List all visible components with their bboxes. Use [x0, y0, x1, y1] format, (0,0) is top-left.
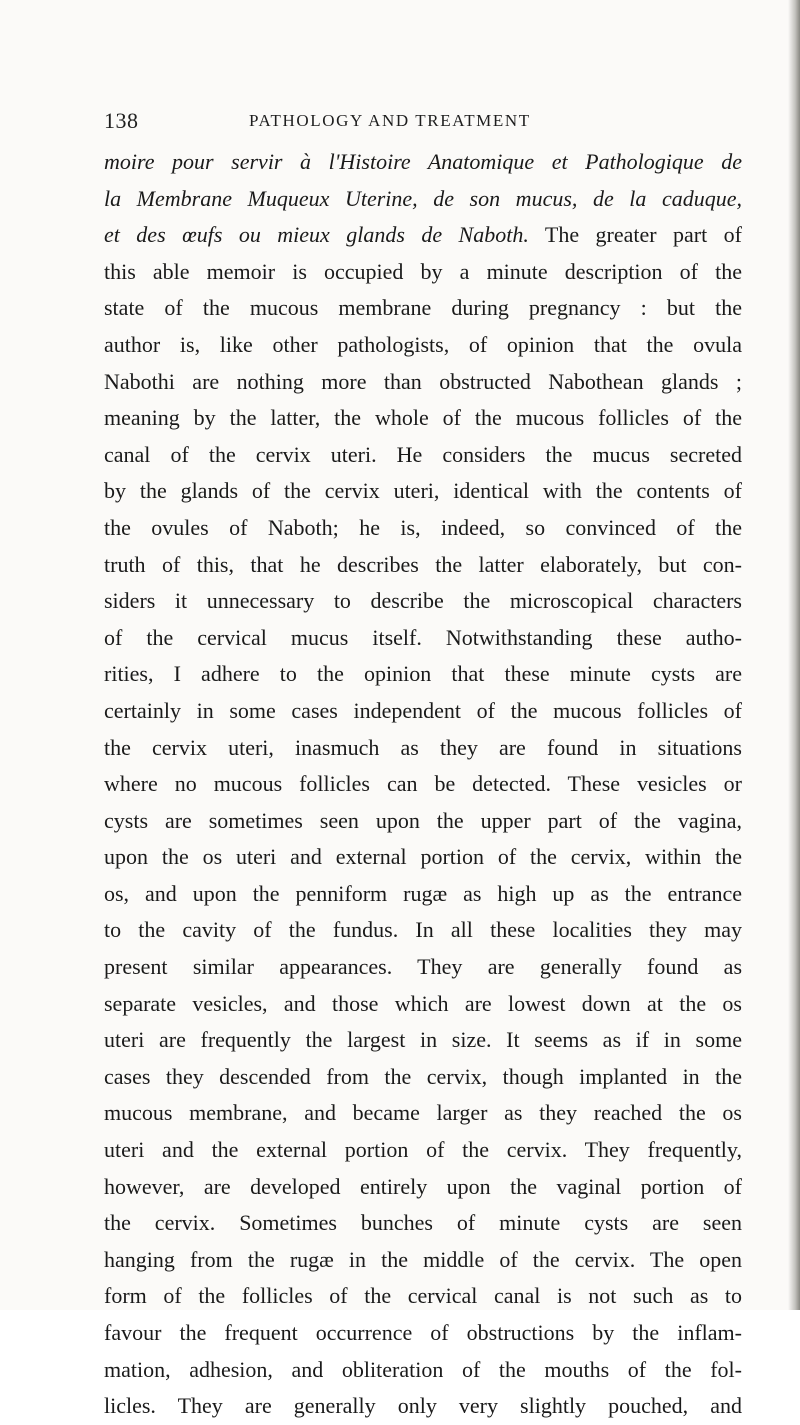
text-line: [104, 803, 742, 840]
body-text: [104, 144, 742, 1425]
roman-text: separate vesicles, and those which are lowest down at the os: [104, 990, 742, 1016]
text-line: [104, 912, 742, 949]
text-line: [104, 656, 742, 693]
text-line: [104, 620, 742, 657]
roman-text: rities, I adhere to the opinion that these minute cysts are: [104, 661, 742, 687]
roman-text: present similar appearances. They are generally found as: [104, 954, 742, 980]
roman-text: where no mucous follicles can be detected. These vesicles or: [104, 771, 742, 797]
roman-text: the cervix. Sometimes bunches of minute cysts are seen: [104, 1210, 742, 1236]
roman-text: the cervix uteri, inasmuch as they are found in situations: [104, 734, 742, 760]
text-line: [104, 1205, 742, 1242]
text-line: [104, 144, 742, 181]
roman-text: mucous membrane, and became larger as they reached the os: [104, 1100, 742, 1126]
roman-text: canal of the cervix uteri. He considers the mucus secreted: [104, 441, 742, 467]
text-line: [104, 1242, 742, 1279]
text-line: [104, 949, 742, 986]
text-line: [104, 583, 742, 620]
roman-text: The greater part of: [528, 222, 742, 248]
roman-text: form of the follicles of the cervical canal is not such as to: [104, 1283, 742, 1309]
roman-text: os, and upon the penniform rugæ as high up as the entrance: [104, 880, 742, 906]
text-line: [104, 1132, 742, 1169]
text-line: [104, 876, 742, 913]
text-line: [104, 1352, 742, 1389]
text-line: [104, 290, 742, 327]
text-line: [104, 181, 742, 218]
italic-text: et des œufs ou mieux glands de Naboth.: [104, 222, 529, 248]
italic-text: moire pour servir à l'Histoire Anatomique et Pathologique de: [104, 149, 742, 174]
text-line: [104, 766, 742, 803]
roman-text: of the cervical mucus itself. Notwithstanding these autho-: [104, 624, 742, 650]
page-edge-shadow: [788, 0, 800, 1310]
roman-text: the ovules of Naboth; he is, indeed, so convinced of the: [104, 514, 742, 540]
page-number: 138: [104, 108, 139, 133]
page-header: [104, 108, 704, 138]
running-head: PATHOLOGY AND TREATMENT: [249, 111, 531, 130]
roman-text: uteri are frequently the largest in size. It seems as if in some: [104, 1027, 742, 1053]
roman-text: uteri and the external portion of the cervix. They frequently,: [104, 1137, 742, 1163]
roman-text: however, are developed entirely upon the vaginal portion of: [104, 1173, 742, 1199]
roman-text: truth of this, that he describes the latter elaborately, but con-: [104, 551, 742, 577]
text-line: [104, 547, 742, 584]
text-line: [104, 1388, 742, 1425]
roman-text: upon the os uteri and external portion of the cervix, within the: [104, 844, 742, 870]
roman-text: mation, adhesion, and obliteration of the mouths of the fol-: [104, 1356, 742, 1382]
text-line: [104, 1278, 742, 1315]
roman-text: meaning by the latter, the whole of the mucous follicles of the: [104, 405, 742, 431]
italic-text: la Membrane Muqueux Uterine, de son mucus, de la caduque,: [104, 185, 742, 211]
roman-text: cysts are sometimes seen upon the upper part of the vagina,: [104, 807, 742, 833]
text-line: [104, 327, 742, 364]
roman-text: this able memoir is occupied by a minute description of the: [104, 258, 742, 284]
text-line: [104, 437, 742, 474]
text-line: [104, 1095, 742, 1132]
text-line: [104, 254, 742, 291]
text-line: [104, 839, 742, 876]
roman-text: certainly in some cases independent of the mucous follicles of: [104, 697, 742, 723]
text-line: [104, 473, 742, 510]
roman-text: to the cavity of the fundus. In all these localities they may: [104, 917, 742, 943]
text-line: [104, 693, 742, 730]
text-line: [104, 730, 742, 767]
roman-text: licles. They are generally only very slightly pouched, and: [104, 1393, 742, 1419]
roman-text: siders it unnecessary to describe the microscopical characters: [104, 588, 742, 614]
text-line: [104, 1169, 742, 1206]
text-line: [104, 1059, 742, 1096]
text-line: [104, 510, 742, 547]
roman-text: hanging from the rugæ in the middle of the cervix. The open: [104, 1246, 742, 1272]
text-line: [104, 364, 742, 401]
roman-text: author is, like other pathologists, of opinion that the ovula: [104, 331, 742, 357]
text-line: [104, 986, 742, 1023]
roman-text: state of the mucous membrane during pregnancy : but the: [104, 295, 742, 321]
text-line: [104, 217, 742, 254]
roman-text: by the glands of the cervix uteri, identical with the contents of: [104, 478, 742, 504]
roman-text: cases they descended from the cervix, though implanted in the: [104, 1063, 742, 1089]
roman-text: favour the frequent occurrence of obstructions by the inflam-: [104, 1320, 742, 1345]
text-line: [104, 400, 742, 437]
text-line: [104, 1022, 742, 1059]
roman-text: Nabothi are nothing more than obstructed Nabothean glands ;: [104, 368, 742, 394]
text-line: [104, 1315, 742, 1352]
